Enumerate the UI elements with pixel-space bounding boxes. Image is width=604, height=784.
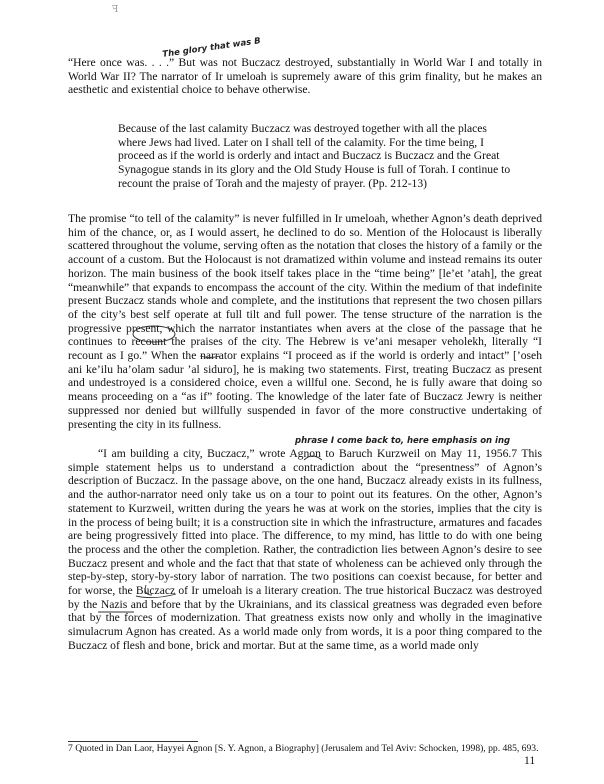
- handwritten-note-top: The glory that was B: [161, 36, 262, 60]
- paragraph-3: “I am building a city, Buczacz,” wrote Agnon to Baruch Kurzweil on May 11, 1956.7 This simple statement helps us to understand a contradiction about the “presentness” of Agnon’s description of Buczacz. In the passage above, on the one hand, Buczacz already exists in its fullness, and the author-narrator need only take us on a tour to point out its features. On the other, Agnon’s statement to Kurzweil, written during the years he was at work on the stories, implies that the city is in the process of being built; it is a construction site in which the infrastructure, armatures and facades are being progressively fitted into place. The difference, to my mind, has little to do with one being the process and the other the completion. Rather, the contradiction lies between Agnon’s desire to see Buczacz present and whole and the fact that that state of wholeness can be achieved only through the step-by-step, story-by-story labor of narration. The two positions can coexist because, for better and for worse, the Buczacz of Ir umeloah is a literary creation. The true historical Buczacz was destroyed by the Nazis and before that by the Ukrainians, and its classical greatness was degraded even before that by the forces of modernization. That greatness exists now only and wholly in the imaginative simulacrum Agnon has created. As a world made only from words, it is a poor thing compared to the Buczacz of flesh and bone, brick and mortar. But at the same time, as a world made only: [68, 447, 542, 652]
- underline-modernization: [136, 594, 176, 598]
- footnote: 7 Quoted in Dan Laor, Hayyei Agnon [S. Y. Agnon, a Biography] (Jerusalem and Tel Aviv: Schocken, 1998), pp. 485, 693.: [68, 743, 539, 754]
- page-number: 11: [524, 754, 536, 767]
- paragraph-2: The promise “to tell of the calamity” is never fulfilled in Ir umeloah, whether Agnon’s death deprived him of the chance, or, as I would assert, he declined to do so. Mention of the Holocaust is liberally scattered throughout the volume, serving often as the notation that closes the history of a family or the account of a custom. But the Holocaust is not dramatized within volume and instead remains its outer horizon. The main business of the book itself takes place in the “time being” [le’et ’atah], the great “meanwhile” that expands to encompass the account of the city. Within the medium of that indefinite present Buczacz stands whole and complete, and the institutions that represent the two chosen pillars of the city’s best self operate at full tilt and full power. The tense structure of the narration is the progressive present, which the narrator instantiates when avers at the close of the passage that he continues to recount the praises of the city. The Hebrew is ve’ani mesaper veholekh, literally “I recount as I go.” When the narrator explains “I proceed as if the world is orderly and intact” [’oseh ani ke’ilu ha’olam sadur ’al siduro], he is making two statements. First, treating Buczacz as present and undestroyed is a considered choice, even a willful one. Second, he is fully aware that doing so means proceeding on a “as if” footing. The knowledge of the later fate of Buczacz Jewry is neither suppressed nor denied but willfully suspended in favor of the more constructive undertaking of presenting the city in its fullness.: [68, 212, 542, 431]
- handwritten-note-margin: phrase I come back to, here emphasis on ing: [295, 436, 511, 446]
- underline-may11: [304, 456, 322, 460]
- mark-by: [145, 585, 152, 595]
- paragraph-1: “Here once was. . . .” But was not Buczacz destroyed, substantially in World War I and totally in World War II? The narrator of Ir umeloah is supremely aware of this grim finality, but he makes an aesthetic and existential choice to behave otherwise.: [68, 56, 542, 97]
- stray-pen-mark: ꟻ: [112, 4, 119, 14]
- block-quote: Because of the last calamity Buczacz was destroyed together with all the places where Jews had lived. Later on I shall tell of the calamity. For the time being, I proceed as if the world is orderly and intact and Buczacz is Buczacz and the Great Synagogue stands in its glory and the Old Study House is full of Torah. I continue to recount the praise of Torah and the majesty of prayer. (Pp. 212-13): [118, 122, 511, 190]
- circle-structure: [133, 326, 175, 342]
- underline-avers: [200, 356, 220, 358]
